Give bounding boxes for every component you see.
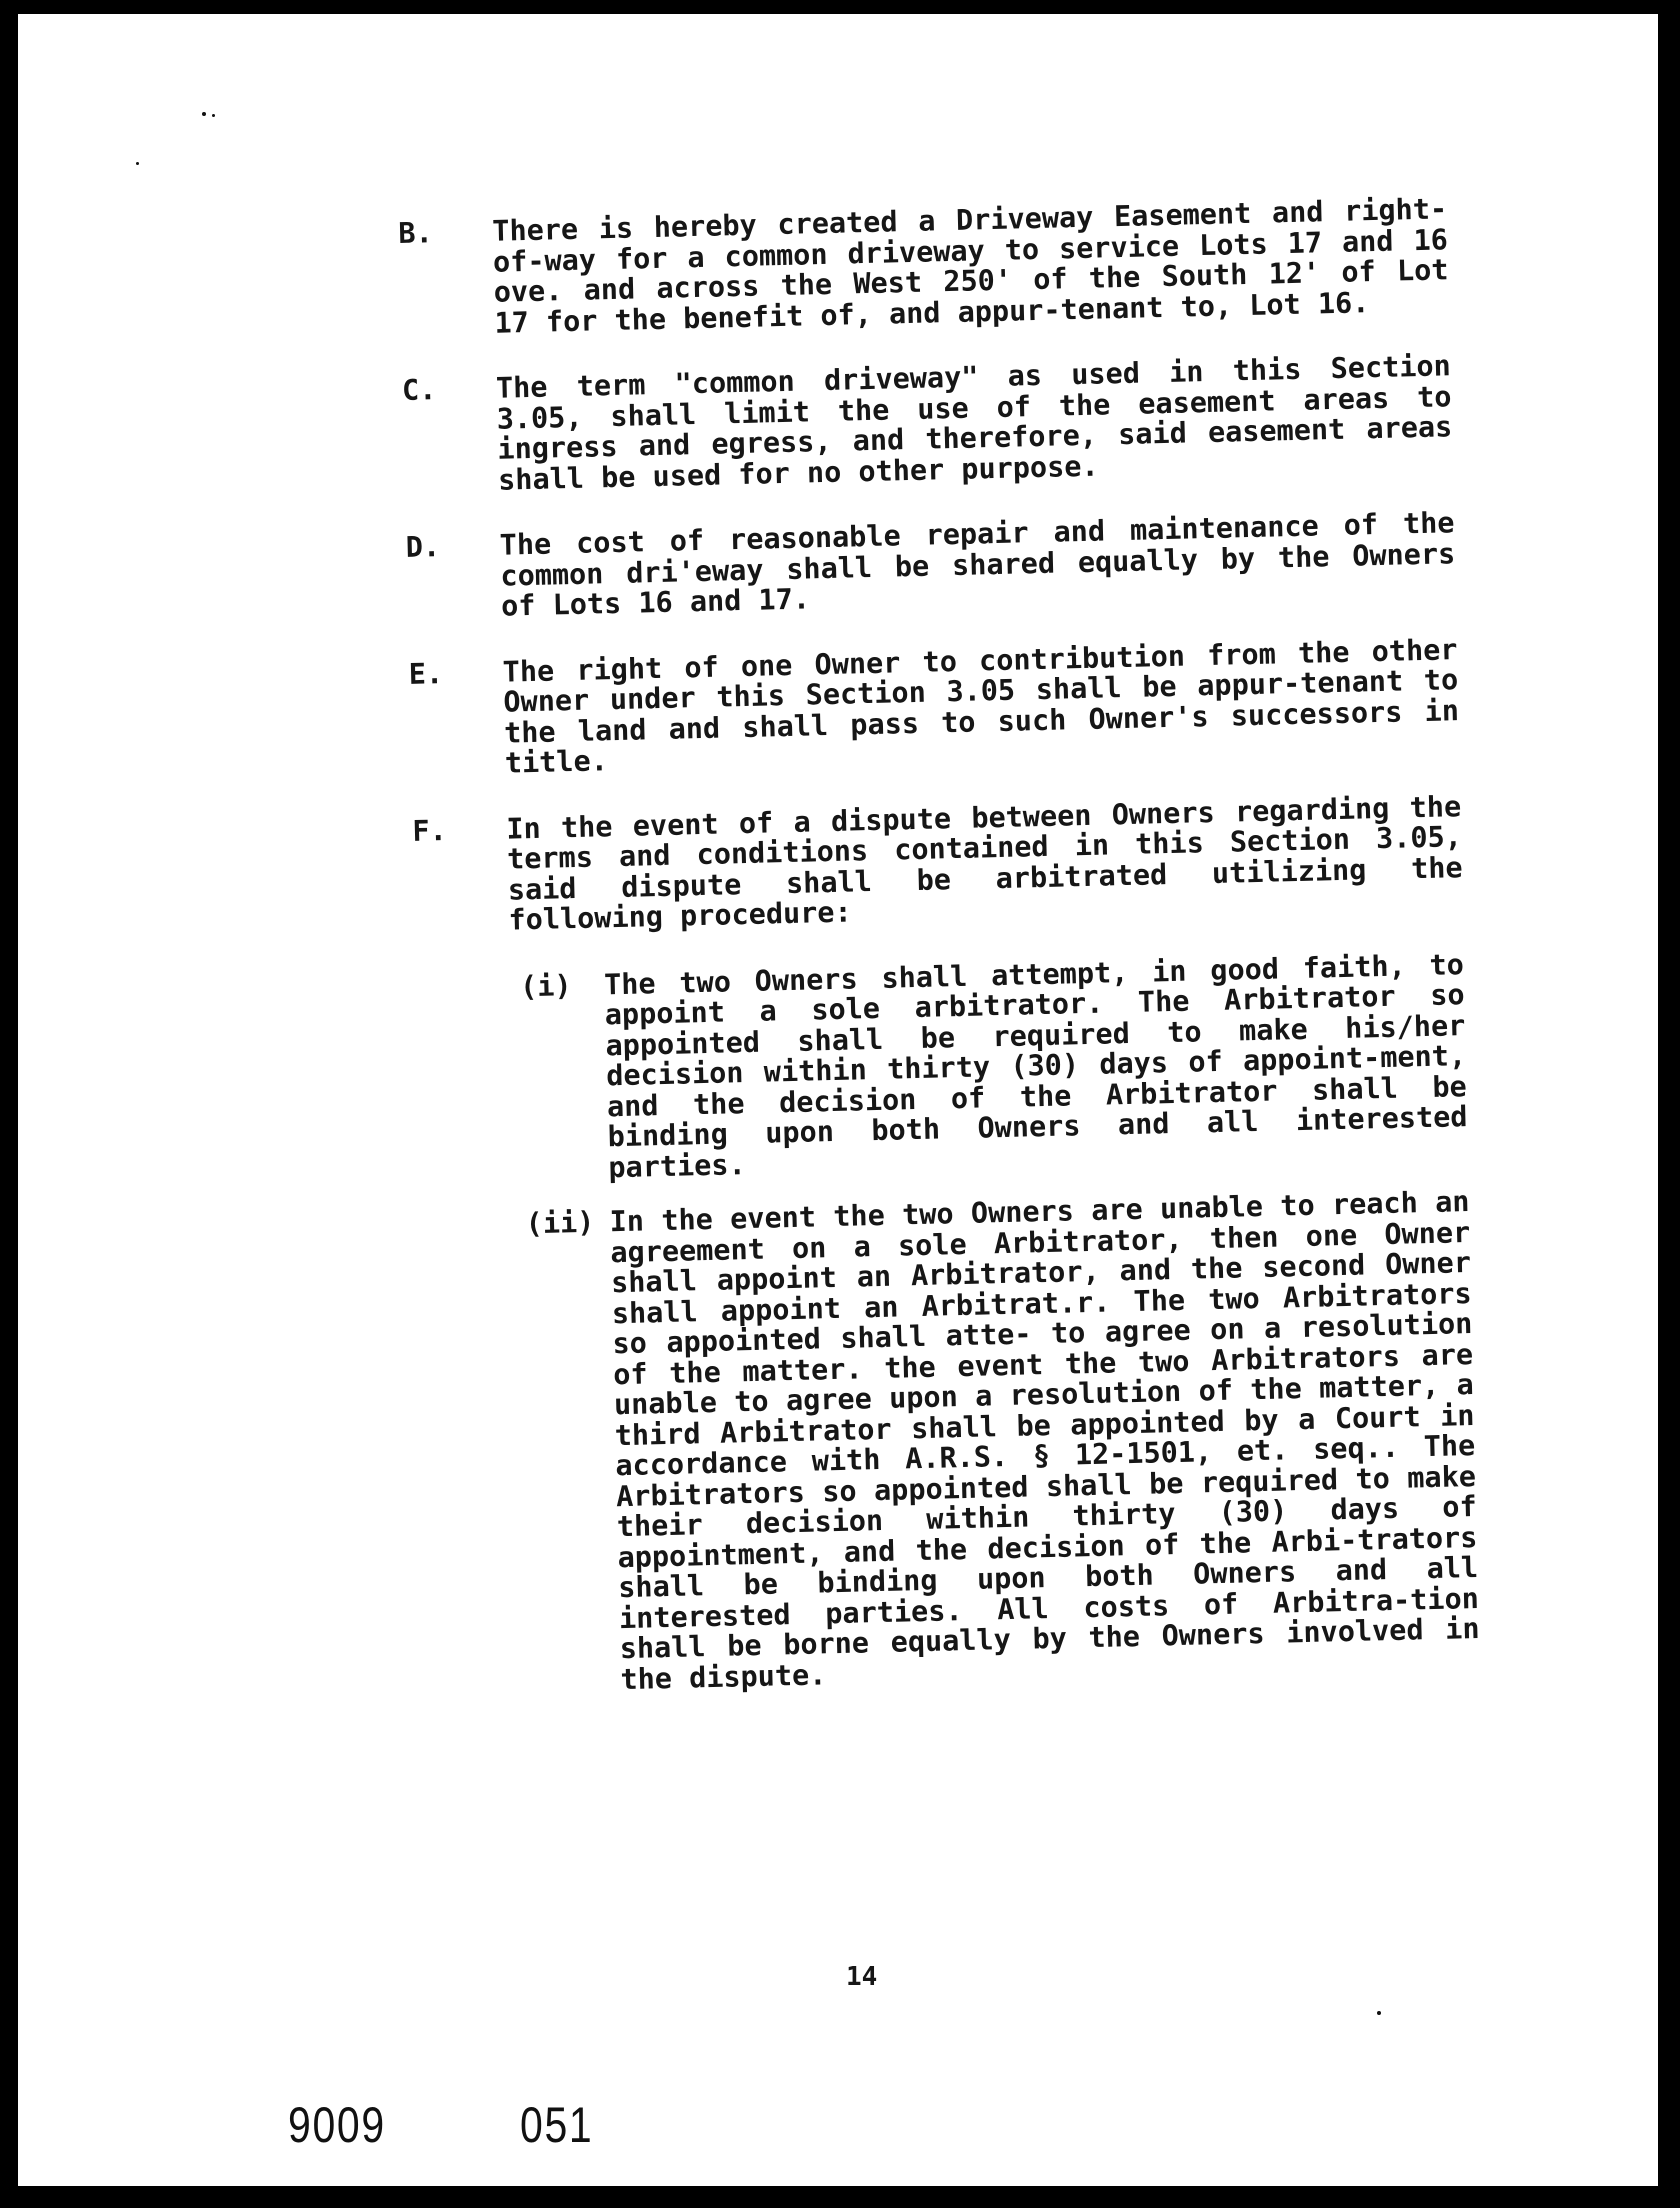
section-f [412, 790, 1533, 1699]
subsection-marker: (i) [519, 968, 572, 1003]
arbitration-procedure-list [510, 948, 1533, 1697]
section-text: The cost of reasonable repair and maintenance of the common dri'eway shall be shared equally by the Owners of Lots 16 and 17. [499, 506, 1456, 623]
stamp-number-left: 9009 [288, 2097, 386, 2153]
scan-speck [202, 112, 206, 116]
section-marker: D. [405, 530, 441, 564]
document-page [18, 14, 1658, 2186]
subsection-i [510, 948, 1521, 1185]
section-b [398, 193, 1501, 341]
section-text: In the event of a dispute between Owners regarding the terms and conditions contained in this Section 3.05, said dispute shall be arbitrated utilizing the following procedure: [506, 789, 1463, 937]
section-c [402, 350, 1505, 498]
scan-speck [136, 162, 139, 165]
scan-speck [1377, 2011, 1381, 2015]
section-marker: F. [412, 813, 448, 848]
section-d [405, 507, 1507, 624]
section-marker: B. [397, 216, 434, 250]
subsection-ii [515, 1186, 1532, 1698]
contract-body [398, 193, 1533, 1700]
section-e [408, 633, 1511, 781]
page-number: 14 [846, 1962, 878, 1992]
scan-speck [212, 114, 215, 117]
subsection-text: In the event the two Owners are unable to reach an agreement on a sole Arbitrator, then one Owner shall appoint an Arbitrator, and the second Owner shall appoint an Arbitrat.r. The two Arbitrators so appointed shall atte- to agree on a resolution of the matter. the event the two Arbitrators are unable to agree upon a resolution of the matter, a third Arbitrator shall be appointed by a Court in accordance with A.R.S. § 12-1501, et. seq.. The Arbitrators so appointed shall be required to make their decision within thirty (30) days of appointment, and the decision of the Arbi-trators shall be binding upon both Owners and all interested parties. All costs of Arbitra-tion shall be borne equally by the Owners involved in the dispute. [609, 1185, 1480, 1696]
section-text: The right of one Owner to contribution from the other Owner under this Section 3.05 shall be appur-tenant to the land and shall pass to such Owner's successors in title. [502, 632, 1460, 780]
section-text: There is hereby created a Driveway Easement and right-of-way for a common driveway to service Lots 17 and 16 ove. and across the West 250' of the South 12' of Lot 17 for the benefit of, and appur-tenant to, Lot 16. [491, 192, 1449, 340]
subsection-marker: (ii) [525, 1205, 595, 1241]
section-marker: E. [408, 656, 444, 691]
section-text: The term "common driveway" as used in this Section 3.05, shall limit the use of the easement areas to ingress and egress, and therefore, said easement areas shall be used for no other purpose. [495, 349, 1453, 497]
subsection-text: The two Owners shall attempt, in good faith, to appoint a sole arbitrator. The Arbitrator so appointed shall be required to make his/her decision within thirty (30) days of appoint-ment, and the decision of the Arbitrator shall be binding upon both Owners and all interested parties. [603, 947, 1468, 1184]
stamp-number-right: 051 [520, 2097, 594, 2153]
section-marker: C. [401, 373, 437, 407]
